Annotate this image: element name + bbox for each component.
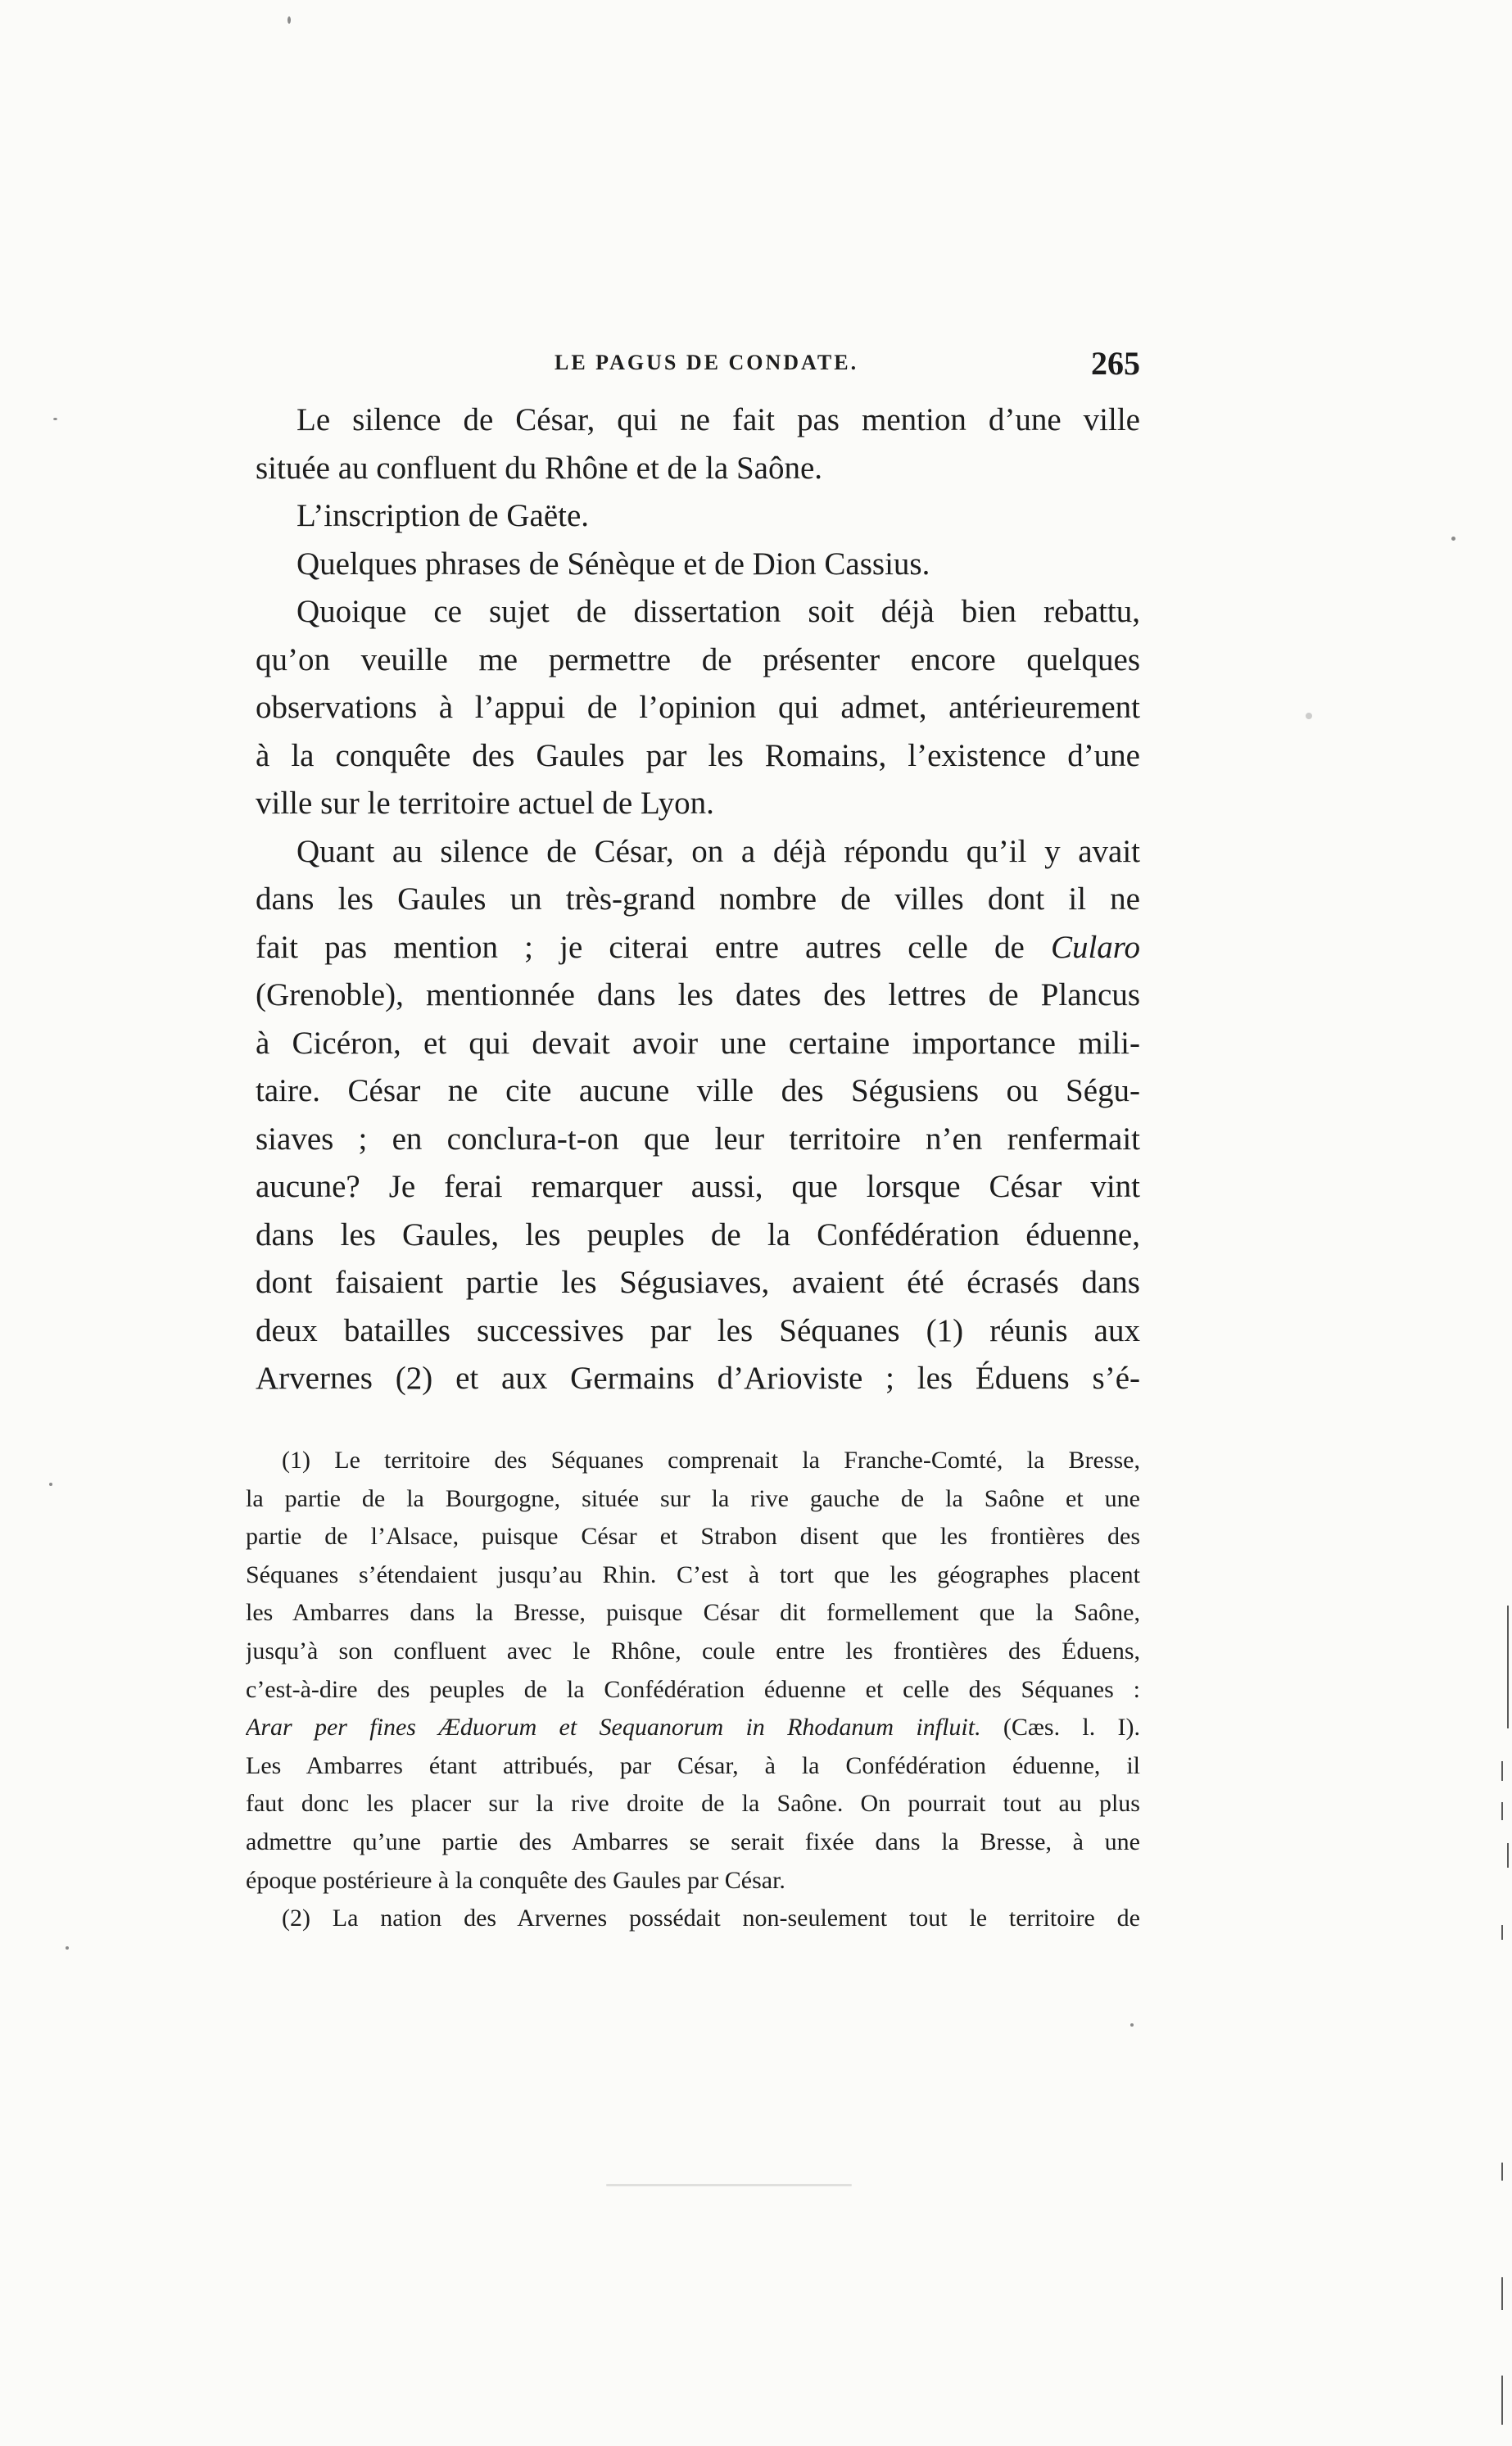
footnote-line: Séquanes s’étendaient jusqu’au Rhin. C’est à tort que les géographes placent [246,1560,1140,1588]
page-header [256,344,1140,382]
footnote-line: c’est-à-dire des peuples de la Confédération éduenne et celle des Séquanes : [246,1675,1140,1703]
text-segment: fait pas mention ; je citerai entre autres celle de [256,929,1025,965]
footnotes [246,1442,1140,1938]
text-line: Quelques phrases de Sénèque et de Dion Cassius. [297,546,930,582]
edge-mark [1507,1843,1509,1868]
text-line: Arvernes (2) et aux Germains d’Arioviste ; les Éduens s’é- [256,1361,1140,1396]
page-number: 265 [1091,345,1140,382]
text-line: L’inscription de Gaëte. [297,498,590,533]
footnote-line [246,1709,1140,1747]
footnote-line: les Ambarres dans la Bresse, puisque César dit formellement que la Saône, [246,1599,1140,1627]
text-line: dans les Gaules un très-grand nombre de villes dont il ne [256,881,1140,917]
edge-mark [1501,1925,1503,1940]
scan-speck [1306,713,1312,719]
text-line: siaves ; en conclura-t-on que leur territoire n’en renfermait [256,1121,1140,1157]
running-head: LE PAGUS DE CONDATE. [555,351,859,374]
text-line: dont faisaient partie les Ségusiaves, avaient été écrasés dans [256,1265,1140,1300]
edge-mark [1501,1802,1503,1820]
latin-quotation: Arar per fines Æduorum et Sequanorum in Rhodanum influit. [246,1714,981,1742]
text-line: Le silence de César, qui ne fait pas mention d’une ville [297,402,1140,437]
text-line: située au confluent du Rhône et de la Saône. [256,450,823,486]
footnote-line: (1) Le territoire des Séquanes comprenait la Franche-Comté, la Bresse, [282,1447,1140,1474]
text-line: à Cicéron, et qui devait avoir une certaine importance mili- [256,1025,1140,1061]
footnote-line: époque postérieure à la conquête des Gaules par César. [246,1866,785,1894]
edge-mark [1501,1761,1503,1781]
footnote-line: la partie de la Bourgogne, située sur la rive gauche de la Saône et une [246,1484,1140,1512]
italic-place-name: Cularo [1050,929,1140,965]
edge-mark [1501,2277,1503,2310]
footnote-line: admettre qu’une partie des Ambarres se serait fixée dans la Bresse, à une [246,1828,1140,1855]
footnote-line: partie de l’Alsace, puisque César et Strabon disent que les frontières des [246,1523,1140,1551]
text-line: aucune? Je ferai remarquer aussi, que lorsque César vint [256,1169,1140,1204]
text-line: deux batailles successives par les Séquanes (1) réunis aux [256,1312,1140,1348]
edge-mark [1507,1606,1509,1728]
footnote-line: (2) La nation des Arvernes possédait non-seulement tout le territoire de [282,1905,1140,1932]
text-line [256,924,1140,972]
scan-speck [49,1483,52,1486]
scan-speck [53,418,57,420]
scan-smudge [606,2184,852,2186]
footnote-line: jusqu’à son confluent avec le Rhône, coule entre les frontières des Éduens, [246,1637,1140,1665]
text-line: dans les Gaules, les peuples de la Confédération éduenne, [256,1216,1140,1252]
text-line: ville sur le territoire actuel de Lyon. [256,786,714,821]
scan-speck [66,1946,69,1950]
edge-mark [1501,2376,1503,2425]
text-line: observations à l’appui de l’opinion qui admet, antérieurement [256,690,1140,725]
footnote-line: Les Ambarres étant attribués, par César, à la Confédération éduenne, il [246,1751,1140,1779]
text-line: taire. César ne cite aucune ville des Ségusiens ou Ségu- [256,1073,1140,1108]
scan-speck [1451,537,1455,541]
main-text [256,396,1140,1403]
scan-speck [1130,2023,1134,2027]
text-line: Quant au silence de César, on a déjà répondu qu’il y avait [297,833,1140,869]
text-line: Quoique ce sujet de dissertation soit déjà bien rebattu, [297,594,1140,629]
citation: (Cæs. l. I). [1003,1714,1140,1742]
scan-speck [287,16,291,24]
footnote-line: faut donc les placer sur la rive droite de la Saône. On pourrait tout au plus [246,1790,1140,1818]
text-line: (Grenoble), mentionnée dans les dates des lettres de Plancus [256,977,1140,1012]
text-line: qu’on veuille me permettre de présenter encore quelques [256,641,1140,677]
text-line: à la conquête des Gaules par les Romains, l’existence d’une [256,737,1140,773]
edge-mark [1501,2163,1503,2181]
